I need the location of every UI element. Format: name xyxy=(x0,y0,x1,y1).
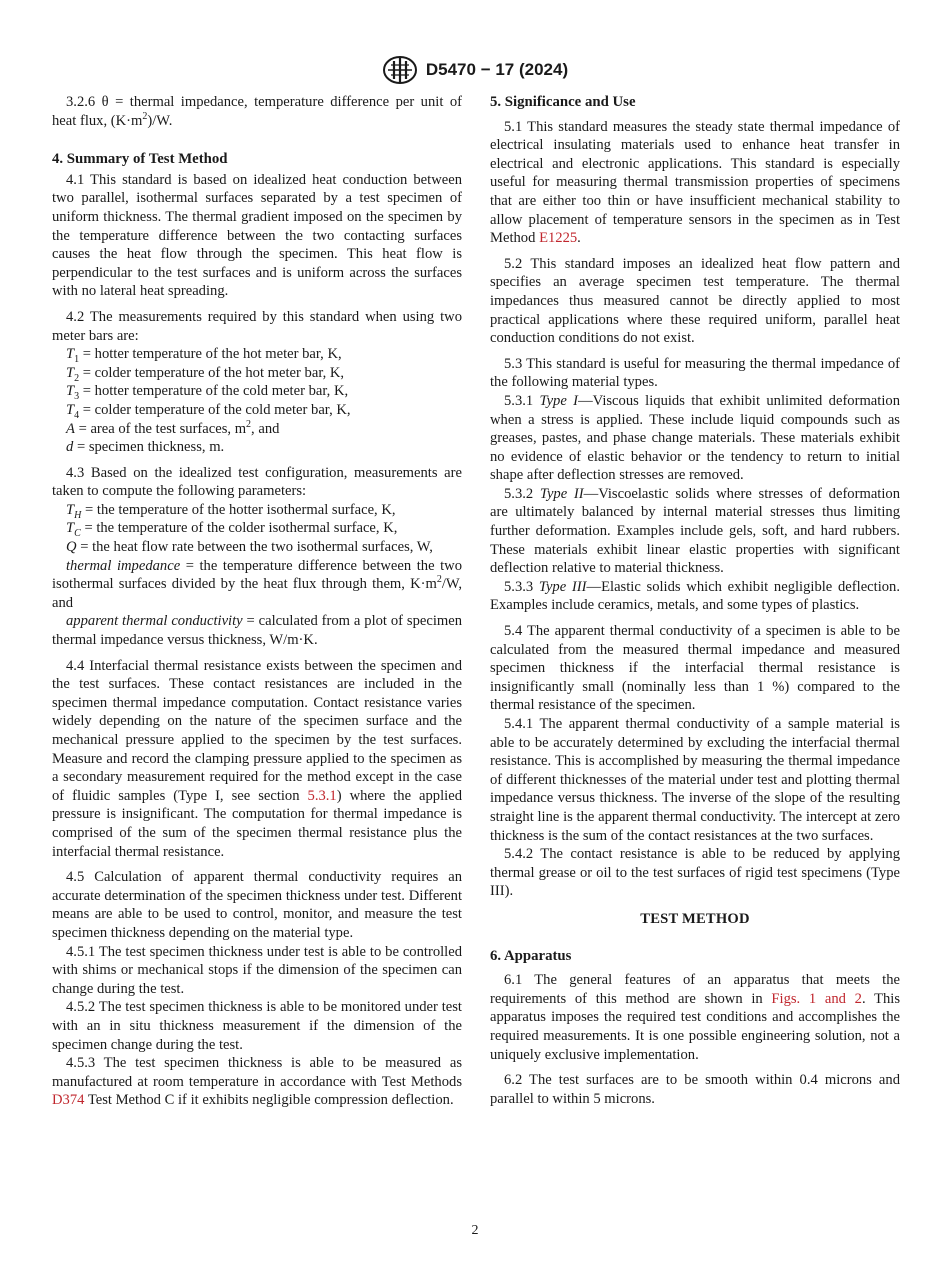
paragraph-4-3: 4.3 Based on the idealized test configuration, measurements are taken to compute the following parameters: xyxy=(52,464,462,500)
paragraph-5-4-1: 5.4.1 The apparent thermal conductivity of a sample material is able to be accurately determined by excluding the interfacial thermal resistance. This is accomplished by measuring the thermal impedance of different thicknesses of the material under test and plotting thermal impedance versus thickness. The inverse of the slope of the resulting straight line is the apparent thermal conductivity. The intercept at zero thickness is the sum of the contact resistances at the two surfaces. xyxy=(490,716,900,844)
left-column xyxy=(52,93,462,1110)
link-5-3-1[interactable]: 5.3.1 xyxy=(307,787,337,804)
definition-thermal-impedance: thermal impedance = the temperature difference between the two isothermal surfaces divided by the heat flux through them, $K\cdot m^2/W$, and xyxy=(52,557,462,611)
section-5-title: 5. Significance and Use xyxy=(490,94,636,110)
paragraph-4-5-2: 4.5.2 The test specimen thickness is able to be monitored under test with an in situ thickness measurement if the dimension of the specimen change during the test. xyxy=(52,999,462,1053)
definition-apparent-thermal-conductivity: apparent thermal conductivity = calculated from a plot of specimen thermal impedance versus thickness, W/m·K. xyxy=(52,613,462,649)
paragraph-5-3-2: 5.3.2 Type II—Viscoelastic solids where stresses of deformation are ultimately balanced by internal material stresses thus limiting further deformation. Examples include gels, soft, and hard rubbers. These materials exhibit linear elastic properties with significant deflection relative to material thickness. xyxy=(490,485,900,577)
paragraph-5-4-2: 5.4.2 The contact resistance is able to be reduced by applying thermal grease or oil to the test surfaces of rigid test specimens (Type III). xyxy=(490,846,900,900)
paragraph-4-5: 4.5 Calculation of apparent thermal conductivity requires an accurate determination of the specimen thickness under test. Different means are able to be used to control, monitor, and measure the test specimen thickness depending on the material type. xyxy=(52,869,462,941)
paragraph-5-1: 5.1 This standard measures the steady state thermal impedance of electrical insulating materials used to enhance heat transfer in electrical and electronic applications. This standard is especially useful for measuring thermal transmission properties of specimens that are either too thin or have insufficient mechanical stability to allow placement of temperature sensors in the specimen as in Test Method E1225. xyxy=(490,118,900,247)
definition-th: $T_H$ = the temperature of the hotter isothermal surface, K, xyxy=(66,501,396,521)
paragraph-5-3-3: 5.3.3 Type III—Elastic solids which exhibit negligible deflection. Examples include ceramics, metals, and some types of plastics. xyxy=(490,578,900,614)
paragraph-6-1: 6.1 The general features of an apparatus that meets the requirements of this method are shown in Figs. 1 and 2. This apparatus imposes the required test conditions and accomplishes the required measurements. It is one possible engineering solution, not a uniquely exclusive implementation. xyxy=(490,972,901,1063)
page-header xyxy=(0,54,950,86)
definition-t3: $T_3$ = hotter temperature of the cold meter bar, K, xyxy=(66,383,349,403)
definition-t4: $T_4$ = colder temperature of the cold meter bar, K, xyxy=(66,401,351,421)
definition-area: A = area of the test surfaces, $m^2$, and xyxy=(66,418,280,437)
definition-tc: $T_C$ = the temperature of the colder isothermal surface, K, xyxy=(66,520,398,540)
link-e1225[interactable]: E1225 xyxy=(539,230,578,247)
link-d374[interactable]: D374 xyxy=(52,1092,85,1109)
section-6-title: 6. Apparatus xyxy=(490,947,572,964)
link-figs-1-and-2[interactable]: Figs. 1 and 2 xyxy=(771,990,862,1007)
definition-thickness: d = specimen thickness, m. xyxy=(66,439,225,456)
paragraph-5-2: 5.2 This standard imposes an idealized heat flow pattern and specifies an average specimen test temperature. The thermal impedances thus measured cannot be directly applied to most practical applications where these required uniform, parallel heat conduction conditions do not exist. xyxy=(490,255,900,347)
paragraph-6-2: 6.2 The test surfaces are to be smooth within 0.4 microns and parallel to within 5 microns. xyxy=(490,1072,900,1107)
right-column xyxy=(490,93,900,1108)
definition-t1: $T_1$ = hotter temperature of the hot meter bar, K, xyxy=(66,346,342,366)
paragraph-4-2: 4.2 The measurements required by this standard when using two meter bars are: xyxy=(52,308,462,344)
paragraph-5-3: 5.3 This standard is useful for measuring the thermal impedance of the following material types. xyxy=(490,355,900,391)
section-4-title: 4. Summary of Test Method xyxy=(52,151,228,168)
paragraph-3-2-6: 3.2.6 θ = thermal impedance, temperature difference per unit of heat flux, $(K\cdot m^2)/W$. xyxy=(52,94,462,129)
document-id: D5470 − 17 (2024) xyxy=(425,59,569,79)
paragraph-4-5-3: 4.5.3 The test specimen thickness is able to be measured as manufactured at room temperature in accordance with Test Methods D374 Test Method C if it exhibits negligible compression deflection. xyxy=(52,1055,462,1109)
paragraph-4-4: 4.4 Interfacial thermal resistance exists between the specimen and the test surfaces. These contact resistances are included in the specimen thermal impedance computation. Contact resistance varies widely depending on the nature of the specimen surface and the mechanical pressure applied to the specimen by the test surfaces. Measure and record the clamping pressure applied to the specimen as a secondary measurement required for the method except in the case of fluidic samples (Type I, see section 5.3.1) where the applied pressure is insignificant. The computation for thermal impedance is comprised of the sum of the specimen thermal resistance plus the interfacial thermal resistance. xyxy=(52,657,462,860)
paragraph-4-1: 4.1 This standard is based on idealized heat conduction between two parallel, isothermal surfaces separated by a test specimen of uniform thickness. The thermal gradient imposed on the specimen by the temperature difference between the two contacting surfaces causes the heat flow through the specimen. This heat flow is perpendicular to the test surfaces and is uniform across the surfaces with no lateral heat spreading. xyxy=(52,171,462,300)
paragraph-5-3-1: 5.3.1 Type I—Viscous liquids that exhibit unlimited deformation when a stress is applied. These include liquid compounds such as greases, pastes, and phase change materials. These materials exhibit no evidence of elastic behavior or the tendency to return to initial shape after deflection stresses are removed. xyxy=(490,392,900,484)
definition-q: Q = the heat flow rate between the two isothermal surfaces, W, xyxy=(66,539,433,556)
page-number: 2 xyxy=(471,1223,479,1238)
astm-logo-icon xyxy=(382,55,418,85)
test-method-heading: TEST METHOD xyxy=(640,910,750,927)
definition-t2: $T_2$ = colder temperature of the hot meter bar, K, xyxy=(66,364,345,384)
paragraph-5-4: 5.4 The apparent thermal conductivity of a specimen is able to be calculated from the measured thermal impedance and measured specimen thickness if the interfacial thermal resistance is insignificantly small (nominally less than 1 %) compared to the thermal resistance of the specimen. xyxy=(490,623,900,714)
paragraph-4-5-1: 4.5.1 The test specimen thickness under test is able to be controlled with shims or mechanical stops if the dimension of the specimen can change during the test. xyxy=(52,943,462,997)
